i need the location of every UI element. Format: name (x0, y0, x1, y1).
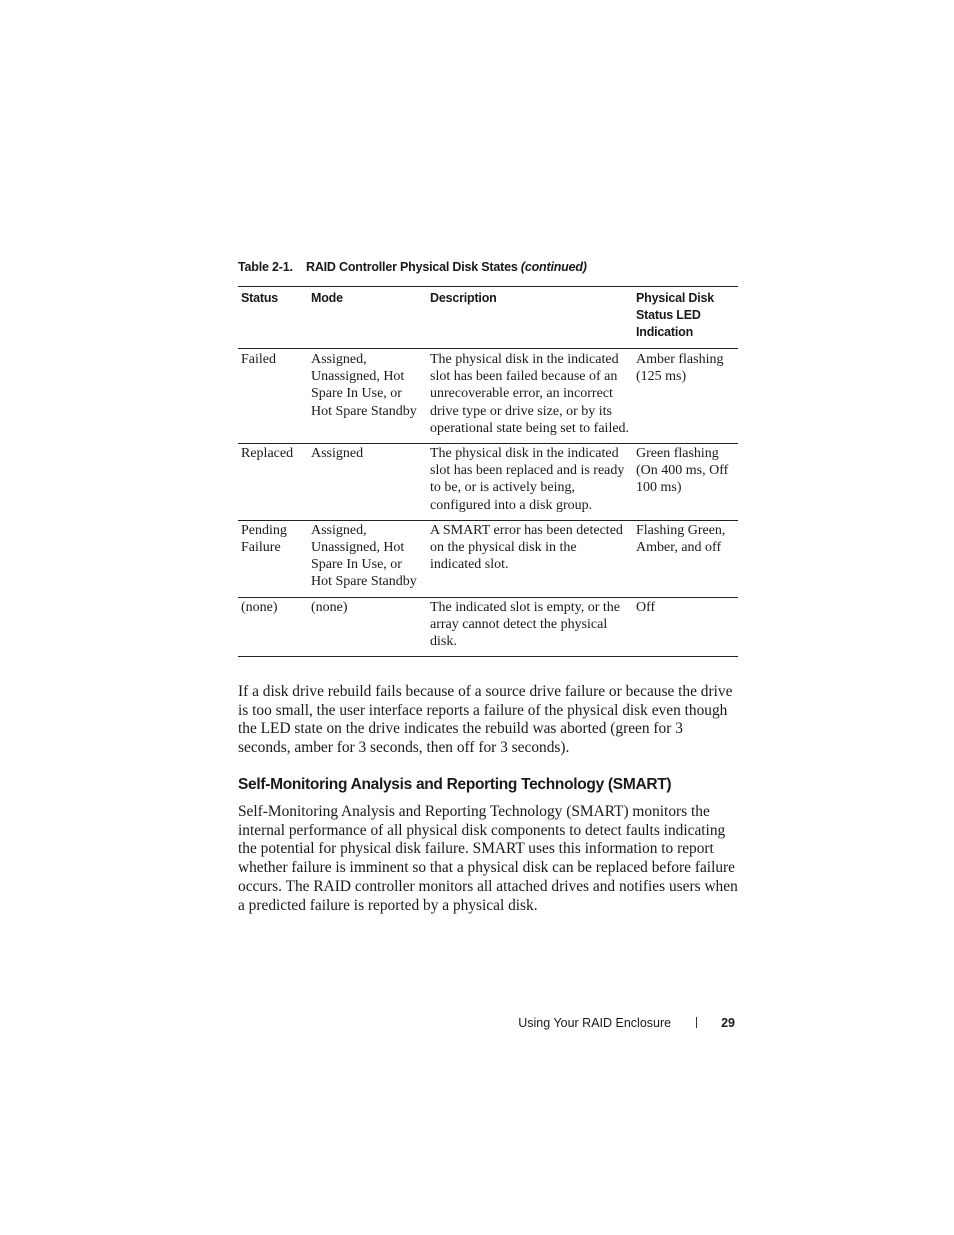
cell-status: Pending Failure (241, 522, 287, 556)
cell-mode: Assigned, Unassigned, Hot Spare In Use, or Hot Spare Standby (311, 522, 417, 590)
cell-status: Failed (241, 352, 276, 367)
header-status: Status (241, 291, 279, 305)
table-row (238, 520, 738, 597)
cell-led: Flashing Green, Amber, and off (636, 522, 726, 556)
table-row (238, 597, 738, 657)
table-row (238, 349, 738, 444)
table-row (238, 444, 738, 521)
smart-paragraph: Self-Monitoring Analysis and Reporting Technology (SMART) monitors the internal performance of all physical disk components to detect faults indicating the potential for physical disk failure. SMART uses this information to report whether failure is imminent so that a physical disk can be replaced before failure occurs. The RAID controller monitors all attached drives and notifies users when a predicted failure is reported by a physical disk. (238, 803, 738, 914)
footer-separator (696, 1017, 697, 1028)
cell-description: The physical disk in the indicated slot has been failed because of an unrecoverable error, an incorrect drive type or drive size, or by its operational state being set to failed. (430, 352, 630, 436)
table-caption-number: Table 2-1. (238, 260, 293, 274)
cell-mode: Assigned, Unassigned, Hot Spare In Use, or Hot Spare Standby (311, 352, 417, 419)
header-description: Description (430, 291, 497, 305)
cell-status: Replaced (241, 446, 294, 462)
disk-states-table (238, 286, 738, 657)
rebuild-failure-paragraph: If a disk drive rebuild fails because of a source drive failure or because the drive is too small, the user interface reports a failure of the physical disk even though the LED state on the drive indicates the rebuild was aborted (green for 3 seconds, amber for 3 seconds, then off for 3 seconds). (238, 683, 733, 757)
cell-mode: (none) (311, 599, 348, 615)
footer-chapter-title: Using Your RAID Enclosure (518, 1016, 672, 1030)
page-footer (518, 1016, 735, 1030)
section-heading: Self-Monitoring Analysis and Reporting Technology (SMART) (238, 776, 672, 793)
table-caption-title: RAID Controller Physical Disk States (306, 260, 518, 274)
page-number: 29 (721, 1016, 735, 1030)
cell-mode: Assigned (311, 446, 364, 462)
cell-led: Amber flashing (125 ms) (636, 352, 724, 385)
cell-description: The physical disk in the indicated slot has been replaced and is ready to be, or is actively being, configured into a disk group. (430, 446, 625, 513)
table-header-row (238, 287, 738, 349)
cell-led: Green flashing (On 400 ms, Off 100 ms) (636, 446, 729, 496)
header-led-indication: Physical Disk Status LED Indication (636, 291, 715, 339)
table-caption (238, 260, 587, 274)
cell-description: The indicated slot is empty, or the array cannot detect the physical disk. (430, 599, 620, 650)
cell-description: A SMART error has been detected on the physical disk in the indicated slot. (430, 522, 623, 573)
header-mode: Mode (311, 291, 343, 305)
table-caption-suffix: (continued) (520, 260, 587, 274)
cell-led: Off (636, 599, 656, 615)
cell-status: (none) (241, 599, 278, 615)
